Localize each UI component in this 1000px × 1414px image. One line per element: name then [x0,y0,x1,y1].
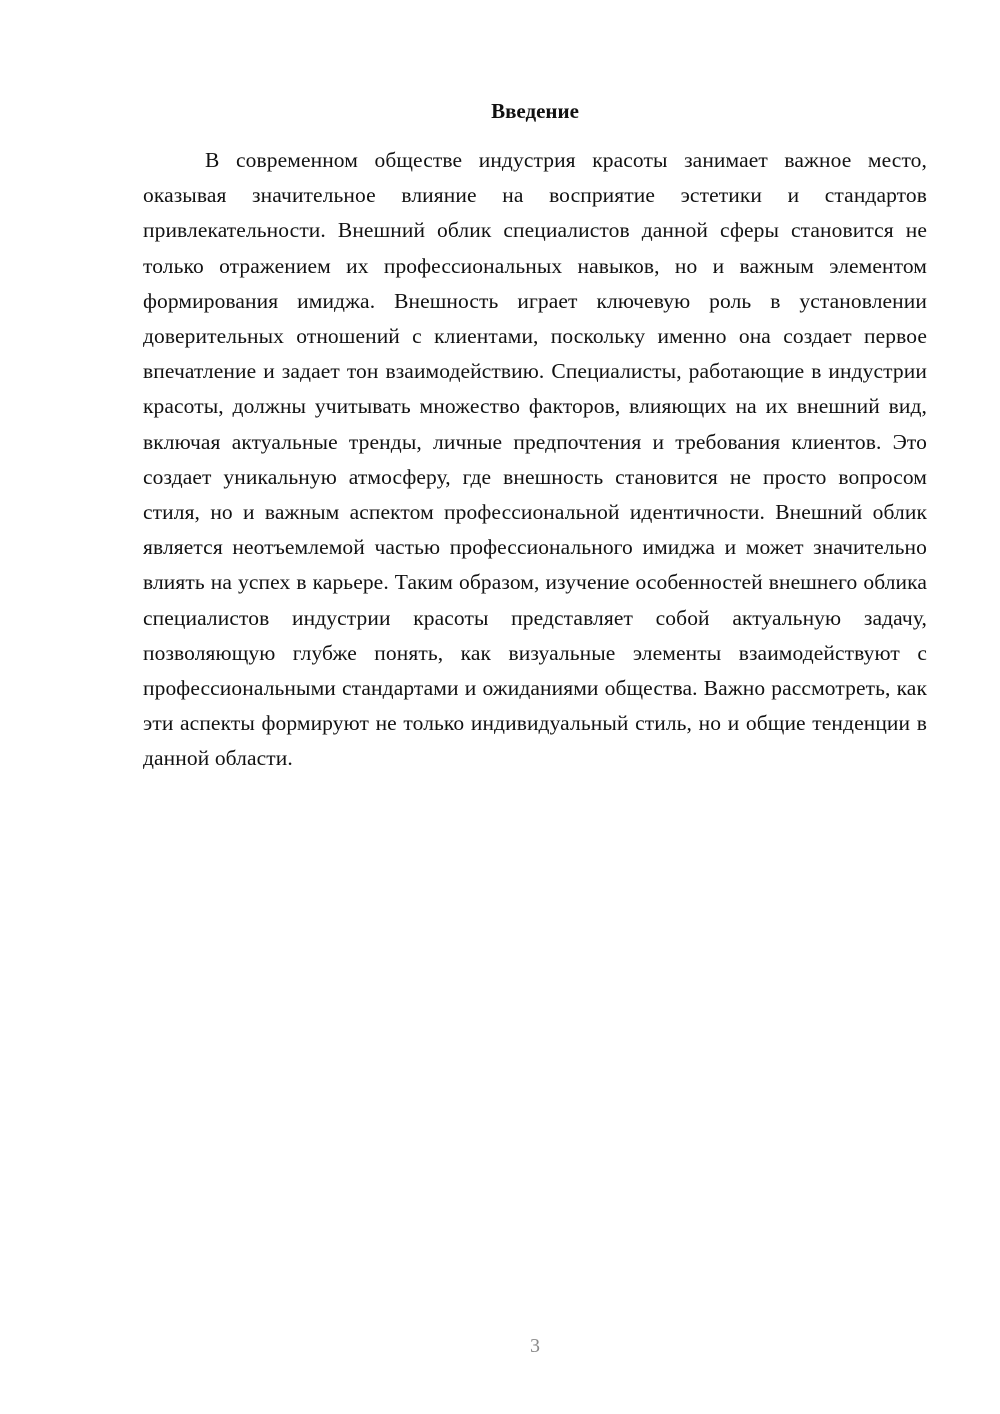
page-number: 3 [530,1335,540,1357]
body-paragraph: В современном обществе индустрия красоты занимает важное место, оказывая значительное влияние на восприятие эстетики и стандартов привлекательности. Внешний облик специалистов данной сферы становится не только отражением их профессиональных навыков, но и важным элементом формирования имиджа. Внешность играет ключевую роль в установлении доверительных отношений с клиентами, поскольку именно она создает первое впечатление и задает тон взаимодействию. Специалисты, работающие в индустрии красоты, должны учитывать множество факторов, влияющих на их внешний вид, включая актуальные тренды, личные предпочтения и требования клиентов. Это создает уникальную атмосферу, где внешность становится не просто вопросом стиля, но и важным аспектом профессиональной идентичности. Внешний облик является неотъемлемой частью профессионального имиджа и может значительно влиять на успех в карьере. Таким образом, изучение особенностей внешнего облика специалистов индустрии красоты представляет собой актуальную задачу, позволяющую глубже понять, как визуальные элементы взаимодействуют с профессиональными стандартами и ожиданиями общества. Важно рассмотреть, как эти аспекты формируют не только индивидуальный стиль, но и общие тенденции в данной области. [143,148,927,771]
section-heading: Введение [491,99,579,123]
